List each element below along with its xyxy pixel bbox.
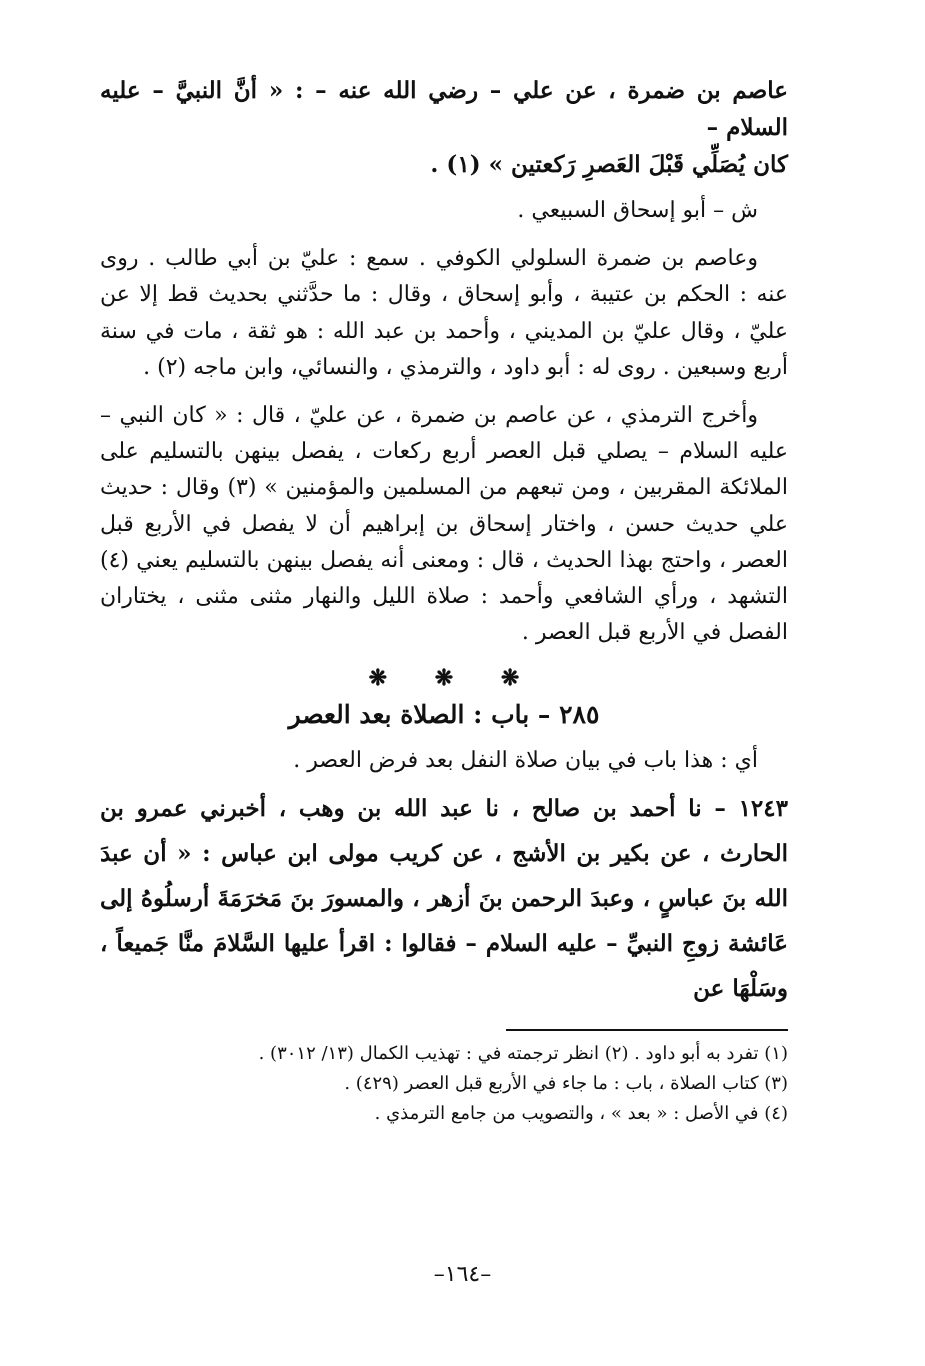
chapter-title: ٢٨٥ – باب : الصلاة بعد العصر	[288, 700, 600, 730]
top-hadith-line-1: عاصم بن ضمرة ، عن علي – رضي الله عنه – : « أنَّ النبيَّ – عليه السلام –	[100, 77, 788, 141]
page-number: –١٦٤–	[433, 1262, 492, 1287]
top-hadith-line-2: كان يُصَلِّي قَبْلَ العَصرِ رَكعتين » (١) .	[430, 151, 788, 178]
footnotes	[100, 1039, 788, 1129]
separator-star: ❋	[434, 665, 454, 692]
separator-star: ❋	[368, 665, 388, 692]
footnote-line: (١) تفرد به أبو داود . (٢) انظر ترجمته في : تهذيب الكمال (١٣/ ٣٠١٢) .	[258, 1042, 788, 1064]
hadith-1243: ١٢٤٣ – نا أحمد بن صالح ، نا عبد الله بن وهب ، أخبرني عمرو بن الحارث ، عن بكير بن الأشج ، عن كريب مولى ابن عباس : « أن عبدَ الله بنَ عباسٍ ، وعبدَ الرحمن بنَ أزهر ، والمسورَ بنَ مَخرَمَةَ أرسلُوهُ إلى عَائشة زوجِ النبيِّ – عليه السلام – فقالوا : اقرأ عليها السَّلامَ منَّا جَميعاً ، وسَلْهَا عن	[100, 794, 788, 1002]
separator-star: ❋	[500, 665, 520, 692]
commentary-biography: وعاصم بن ضمرة السلولي الكوفي . سمع : عليّ بن أبي طالب . روى عنه : الحكم بن عتيبة ، وأبو إسحاق ، وقال : ما حدَّثني بحديث قط إلا عن عليّ ، وقال عليّ بن المديني ، وأحمد بن عبد الله : هو ثقة ، مات في سنة أربع وسبعين . روى له : أبو داود ، والترمذي ، والنسائي، وابن ماجه (٢) .	[100, 246, 788, 380]
commentary-narrator: ش – أبو إسحاق السبيعي .	[517, 198, 758, 223]
commentary-tirmidhi: وأخرج الترمذي ، عن عاصم بن ضمرة ، عن عليّ ، قال : « كان النبي – عليه السلام – يصلي قبل العصر أربع ركعات ، يفصل بينهن بالتسليم على الملائكة المقربين ، ومن تبعهم من المسلمين والمؤمنين » (٣) وقال : حديث علي حديث حسن ، واختار إسحاق بن إبراهيم أن لا يفصل في الأربع قبل العصر ، واحتج بهذا الحديث ، قال : ومعنى أنه يفصل بينهن بالتسليم يعني (٤) التشهد ، ورأي الشافعي وأحمد : صلاة الليل والنهار مثنى مثنى ، يختاران الفصل في الأربع قبل العصر .	[100, 403, 788, 646]
top-hadith	[100, 72, 788, 183]
footnote-line: (٣) كتاب الصلاة ، باب : ما جاء في الأربع قبل العصر (٤٢٩) .	[344, 1072, 788, 1094]
footnote-divider	[506, 1029, 788, 1031]
chapter-intro: أي : هذا باب في بيان صلاة النفل بعد فرض العصر .	[293, 748, 758, 774]
section-separator	[100, 665, 788, 691]
book-page	[100, 72, 788, 1129]
footnote-line: (٤) في الأصل : « بعد » ، والتصويب من جامع الترمذي .	[374, 1102, 788, 1124]
